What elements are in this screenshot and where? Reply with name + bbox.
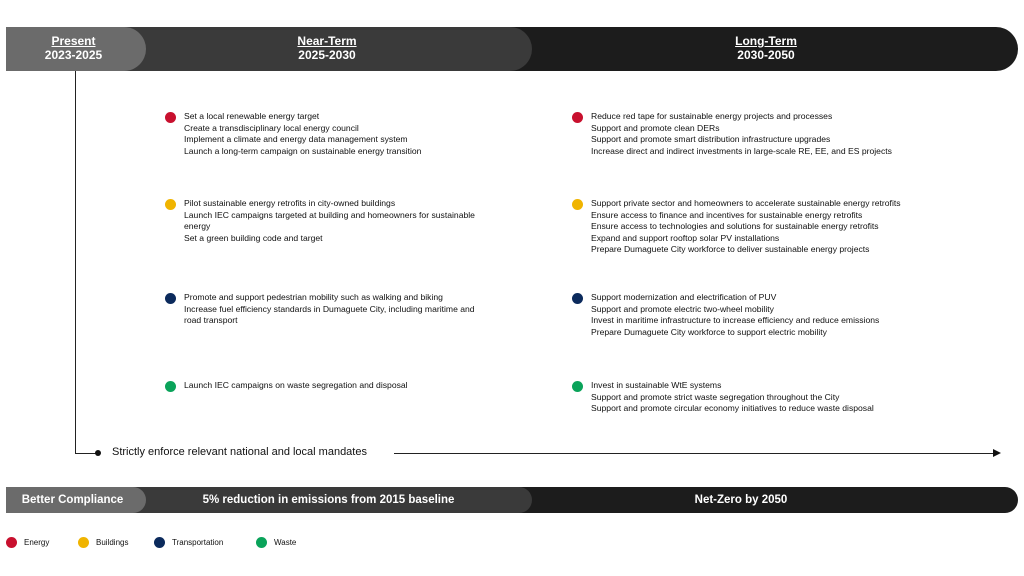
timeline-dot xyxy=(95,450,101,456)
timeline-arrow-line xyxy=(394,453,994,454)
list-item: Expand and support rooftop solar PV installations xyxy=(591,232,780,243)
list-item: Support and promote circular economy initiatives to reduce waste disposal xyxy=(591,403,874,413)
list-item: Promote and support pedestrian mobility such as walking and biking xyxy=(184,292,443,302)
phase-long-term-name: Long-Term xyxy=(735,34,797,48)
list-item: Increase fuel efficiency standards in Dumaguete City, including maritime and road transport xyxy=(184,303,475,325)
waste-dot-icon xyxy=(256,537,267,548)
buildings-dot-icon xyxy=(165,199,176,210)
near-term-energy-group xyxy=(184,111,484,157)
list-item: Support private sector and homeowners to accelerate sustainable energy retrofits xyxy=(591,198,901,208)
energy-dot-icon xyxy=(165,112,176,123)
phase-present-years: 2023-2025 xyxy=(44,48,103,62)
legend-label: Buildings xyxy=(96,538,129,547)
list-item: Set a local renewable energy target xyxy=(184,111,320,121)
list-item: Launch IEC campaigns targeted at building and homeowners for sustainable energy xyxy=(184,209,475,231)
list-item: Support modernization and electrification of PUV xyxy=(591,292,777,302)
list-item: Launch a long-term campaign on sustainable energy transition xyxy=(184,145,422,156)
list-item: Increase direct and indirect investments in large-scale RE, EE, and ES projects xyxy=(591,145,892,156)
near-term-transportation-group xyxy=(184,292,484,327)
outcome-present xyxy=(6,487,146,513)
transportation-dot-icon xyxy=(154,537,165,548)
arrow-right-icon xyxy=(993,449,1001,457)
energy-dot-icon xyxy=(572,112,583,123)
outcome-long-term-label: Net-Zero by 2050 xyxy=(694,494,788,506)
legend-item-buildings xyxy=(78,537,128,548)
legend-item-waste xyxy=(256,537,296,548)
waste-dot-icon xyxy=(572,381,583,392)
near-term-waste-group xyxy=(184,380,484,392)
list-item: Prepare Dumaguete City workforce to support electric mobility xyxy=(591,326,827,337)
legend-label: Waste xyxy=(274,538,297,547)
legend-item-transportation xyxy=(154,537,223,548)
long-term-transportation-group xyxy=(591,292,971,338)
waste-dot-icon xyxy=(165,381,176,392)
long-term-energy-group xyxy=(591,111,971,157)
outcome-present-label: Better Compliance xyxy=(21,494,124,506)
mandate-text: Strictly enforce relevant national and local mandates xyxy=(112,446,367,458)
list-item: Set a green building code and target xyxy=(184,232,323,243)
list-item: Prepare Dumaguete City workforce to deliver sustainable energy projects xyxy=(591,244,870,254)
legend-label: Energy xyxy=(24,538,50,547)
buildings-dot-icon xyxy=(78,537,89,548)
list-item: Launch IEC campaigns on waste segregation and disposal xyxy=(184,380,408,390)
list-item: Support and promote smart distribution infrastructure upgrades xyxy=(591,134,831,144)
transportation-dot-icon xyxy=(572,293,583,304)
buildings-dot-icon xyxy=(572,199,583,210)
long-term-waste-group xyxy=(591,380,971,415)
list-item: Invest in maritime infrastructure to increase efficiency and reduce emissions xyxy=(591,315,880,325)
list-item: Ensure access to finance and incentives for sustainable energy retrofits xyxy=(591,209,863,220)
legend-label: Transportation xyxy=(172,538,224,547)
list-item: Implement a climate and energy data management system xyxy=(184,134,408,144)
outcome-near-term-label: 5% reduction in emissions from 2015 baseline xyxy=(202,494,455,506)
energy-dot-icon xyxy=(6,537,17,548)
list-item: Support and promote strict waste segregation throughout the City xyxy=(591,391,840,402)
list-item: Support and promote clean DERs xyxy=(591,122,720,133)
timeline-vertical-line xyxy=(75,71,76,454)
phase-long-term-years: 2030-2050 xyxy=(737,48,795,62)
list-item: Create a transdisciplinary local energy council xyxy=(184,122,359,133)
list-item: Support and promote electric two-wheel mobility xyxy=(591,303,774,314)
transportation-dot-icon xyxy=(165,293,176,304)
list-item: Ensure access to technologies and solutions for sustainable energy retrofits xyxy=(591,221,879,231)
phase-near-term-name: Near-Term xyxy=(297,34,357,48)
near-term-buildings-group xyxy=(184,198,494,244)
phase-near-term-years: 2025-2030 xyxy=(298,48,356,62)
phase-present xyxy=(6,27,146,71)
phase-present-name: Present xyxy=(51,34,96,48)
long-term-buildings-group xyxy=(591,198,971,256)
list-item: Reduce red tape for sustainable energy projects and processes xyxy=(591,111,833,121)
list-item: Pilot sustainable energy retrofits in city-owned buildings xyxy=(184,198,396,208)
list-item: Invest in sustainable WtE systems xyxy=(591,380,722,390)
legend-item-energy xyxy=(6,537,49,548)
